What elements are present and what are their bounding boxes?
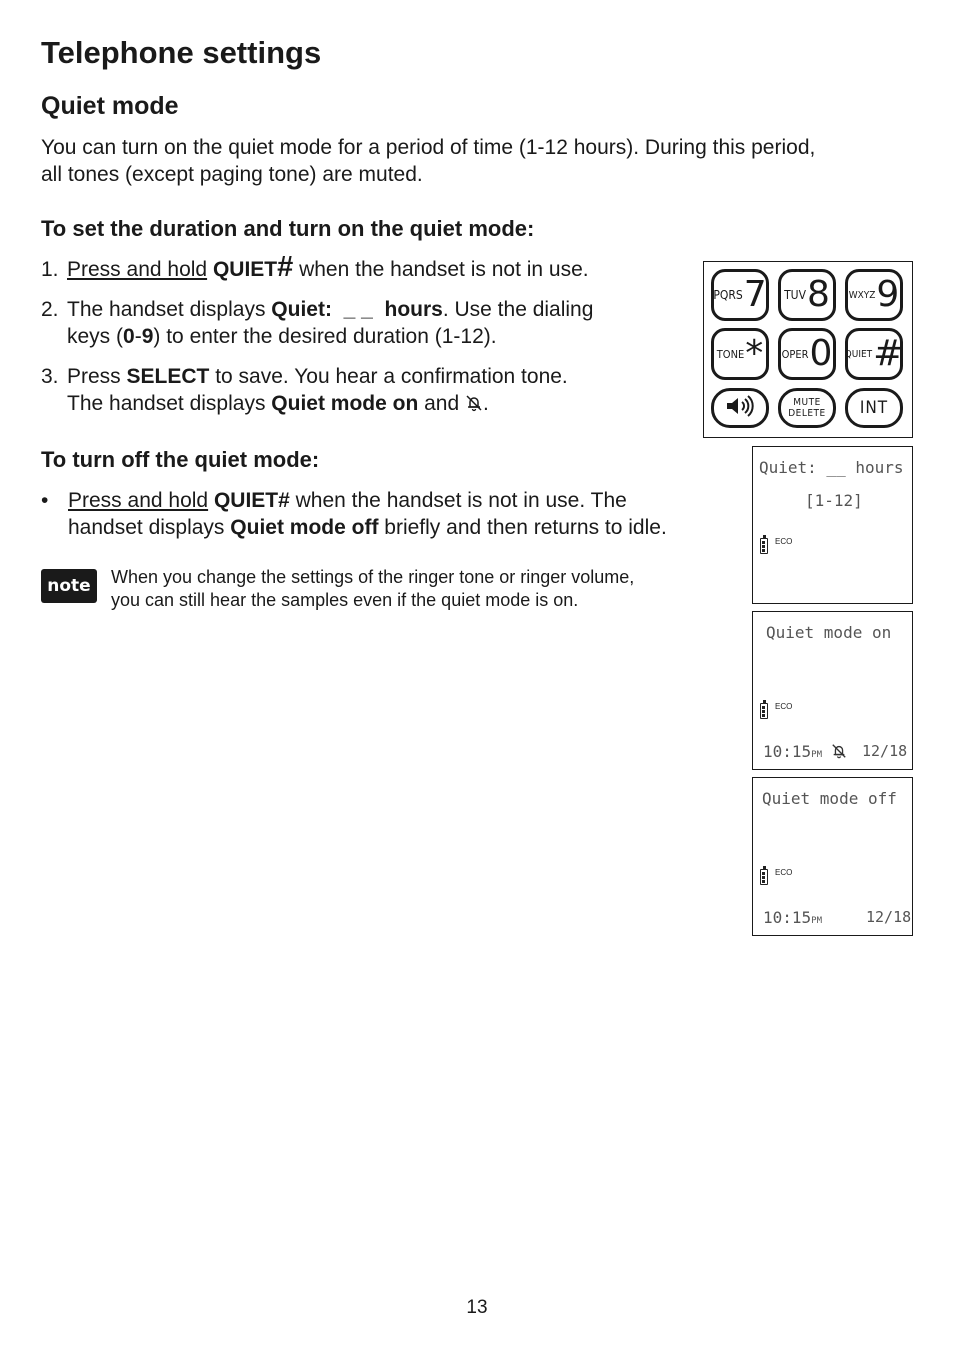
set-heading: To set the duration and turn on the quiet mode:	[41, 216, 535, 241]
page-number: 13	[466, 1297, 488, 1318]
key-8: TUV 8	[778, 269, 836, 321]
battery-icon	[760, 869, 768, 885]
step-1: 1. Press and hold QUIET# when the handset is not in use.	[41, 251, 589, 283]
screen-line-1: Quiet mode off	[762, 789, 897, 808]
key-hash-quiet: QUIET #	[845, 328, 903, 380]
step-3: 3. Press SELECT to save. You hear a confirmation tone. The handset displays Quiet mode on and .	[41, 363, 681, 419]
off-bullet: • Press and hold QUIET# when the handset is not in use. The handset displays Quiet mode off briefly and then returns to idle.	[41, 489, 667, 539]
hash-key-symbol: #	[277, 251, 294, 283]
screen-time: 10:15PM	[763, 908, 823, 927]
intro-line-2: all tones (except paging tone) are muted.	[41, 163, 423, 186]
intro-paragraph	[41, 134, 921, 188]
key-star-tone: TONE *	[711, 328, 769, 380]
handset-screen-quiet-hours	[752, 446, 913, 604]
battery-icon	[760, 538, 768, 554]
quiet-key-label: QUIET	[212, 258, 278, 281]
eco-indicator: ECO	[775, 702, 793, 711]
key-int: INT	[845, 388, 903, 428]
step-number: 3.	[41, 365, 59, 388]
key-mute-delete: MUTE DELETE	[778, 388, 836, 428]
page-title: Telephone settings	[41, 35, 322, 70]
step-number: 1.	[41, 258, 59, 281]
keypad-illustration	[703, 261, 913, 438]
off-heading: To turn off the quiet mode:	[41, 447, 320, 472]
note-text: When you change the settings of the ringer tone or ringer volume, you can still hear the samples even if the quiet mode is on.	[111, 567, 635, 610]
note-badge: note	[41, 569, 97, 603]
bell-off-icon	[465, 392, 483, 419]
section-title: Quiet mode	[41, 92, 179, 120]
bell-off-icon	[831, 743, 847, 764]
screen-line-1: Quiet: __ hours	[759, 458, 904, 477]
key-speaker	[711, 388, 769, 428]
speaker-icon	[725, 395, 755, 421]
screen-time: 10:15PM	[763, 742, 823, 761]
handset-screen-quiet-on	[752, 611, 913, 770]
key-9: WXYZ 9	[845, 269, 903, 321]
step-2: 2. The handset displays Quiet: _ _ hours. Use the dialing keys (0-9) to enter the desired duration (1-12).	[41, 298, 594, 348]
screen-line-1: Quiet mode on	[766, 623, 892, 642]
key-7: PQRS 7	[711, 269, 769, 321]
screen-date: 12/18	[866, 908, 912, 926]
screen-line-2: [1-12]	[805, 491, 863, 510]
intro-line-1: You can turn on the quiet mode for a period of time (1-12 hours). During this period,	[41, 136, 816, 159]
battery-icon	[760, 703, 768, 719]
screen-date: 12/18	[862, 742, 908, 760]
steps-list	[41, 251, 681, 419]
eco-indicator: ECO	[775, 868, 793, 877]
eco-indicator: ECO	[775, 537, 793, 546]
step-number: 2.	[41, 298, 59, 321]
key-0-oper: OPER 0	[778, 328, 836, 380]
bullet: •	[41, 489, 49, 512]
handset-screen-quiet-off	[752, 777, 913, 936]
